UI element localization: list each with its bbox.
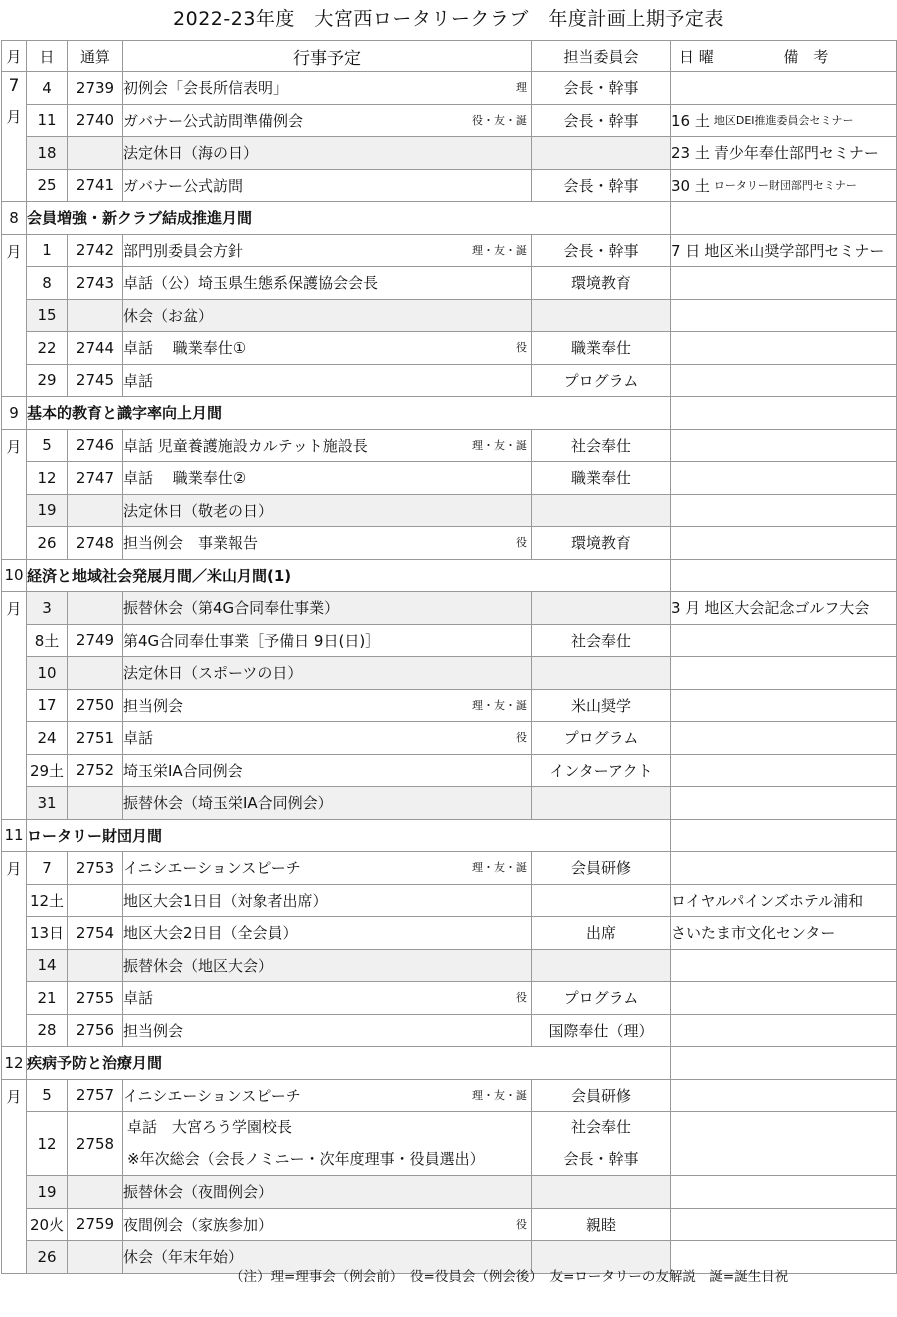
event-text: 第4G合同奉仕事業［予備日 9日(日)］: [123, 631, 381, 650]
count-cell: 2758: [68, 1112, 123, 1176]
schedule-row: [2, 657, 897, 690]
committee-cell: インターアクト: [532, 754, 671, 787]
event-text: 振替休会（夜間例会）: [123, 1183, 274, 1202]
count-cell: 2743: [68, 267, 123, 300]
committee-cell: 職業奉仕: [532, 462, 671, 495]
day-cell: 8: [27, 267, 68, 300]
month-theme: 経済と地域社会発展月間／米山月間(1): [27, 559, 671, 592]
month-theme-row: [2, 1047, 897, 1080]
note-cell: [671, 1079, 897, 1112]
schedule-row: [2, 852, 897, 885]
schedule-row: [2, 949, 897, 982]
schedule-row: [2, 299, 897, 332]
event-tag: 理: [516, 81, 527, 95]
note-text: ロータリー財団部門セミナー: [713, 178, 857, 192]
note-cell: [671, 949, 897, 982]
committee-cell: 会長・幹事: [532, 234, 671, 267]
committee-cell: 環境教育: [532, 527, 671, 560]
count-cell: 2754: [68, 917, 123, 950]
month-number: 10: [2, 559, 27, 592]
count-cell: 2741: [68, 169, 123, 202]
day-cell: 5: [27, 429, 68, 462]
day-cell: 18: [27, 137, 68, 170]
event-text: 担当例会: [123, 696, 184, 715]
event-text: 卓話 大宮ろう学園校長: [127, 1118, 293, 1136]
note-cell: [671, 754, 897, 787]
event-cell: [123, 1208, 532, 1241]
month-theme-row: [2, 397, 897, 430]
day-cell: 10: [27, 657, 68, 690]
event-cell: [123, 917, 532, 950]
day-cell: 8土: [27, 624, 68, 657]
event-cell: [123, 364, 532, 397]
event-cell: [123, 982, 532, 1015]
month-theme-row: [2, 559, 897, 592]
day-cell: 12土: [27, 884, 68, 917]
note-cell: [671, 657, 897, 690]
count-cell: [68, 657, 123, 690]
schedule-row: [2, 754, 897, 787]
event-cell: [123, 787, 532, 820]
month-suffix: 月: [2, 1079, 27, 1273]
committee-text: 社会奉仕: [570, 1118, 631, 1136]
event-tag: 役: [516, 731, 527, 745]
note-text: 地区米山奨学部門セミナー: [704, 241, 885, 260]
note-cell: [671, 1208, 897, 1241]
note-cell: [671, 624, 897, 657]
schedule-row: [2, 624, 897, 657]
event-text: 振替休会（埼玉栄IA合同例会）: [123, 794, 333, 813]
committee-cell: 親睦: [532, 1208, 671, 1241]
event-cell: [123, 137, 532, 170]
event-cell: [123, 852, 532, 885]
day-cell: 19: [27, 494, 68, 527]
event-cell: [123, 592, 532, 625]
event-cell: [123, 299, 532, 332]
note-text: さいたま市文化センター: [671, 924, 836, 943]
day-cell: 29土: [27, 754, 68, 787]
day-cell: 29: [27, 364, 68, 397]
day-cell: 24: [27, 722, 68, 755]
month-suffix: 月: [2, 234, 27, 397]
day-cell: 25: [27, 169, 68, 202]
count-cell: 2750: [68, 689, 123, 722]
count-cell: 2740: [68, 104, 123, 137]
event-text: 卓話 職業奉仕①: [123, 339, 247, 358]
note-cell: [671, 202, 897, 235]
note-cell: [671, 1014, 897, 1047]
event-text: 卓話（公）埼玉県生態系保護協会会長: [123, 274, 379, 293]
count-cell: 2755: [68, 982, 123, 1015]
note-cell: [671, 267, 897, 300]
committee-cell: [532, 949, 671, 982]
header-day: 日: [27, 41, 68, 72]
note-cell: [671, 462, 897, 495]
header-committee: 担当委員会: [532, 41, 671, 72]
note-cell: [671, 527, 897, 560]
event-text: 休会（お盆）: [123, 306, 214, 325]
note-cell: [671, 494, 897, 527]
month-number: 7: [8, 76, 20, 96]
committee-cell: 会員研修: [532, 1079, 671, 1112]
note-cell: [671, 917, 897, 950]
header-month: 月: [2, 41, 27, 72]
committee-cell: [532, 657, 671, 690]
committee-cell: 社会奉仕: [532, 429, 671, 462]
schedule-row: [2, 72, 897, 105]
event-text: 卓話: [123, 371, 154, 390]
note-cell: [671, 397, 897, 430]
event-cell: [123, 689, 532, 722]
event-text: 初例会「会長所信表明」: [123, 79, 289, 98]
event-cell: [123, 527, 532, 560]
schedule-row: [2, 884, 897, 917]
event-cell: [123, 624, 532, 657]
event-text: 卓話 児童養護施設カルテット施設長: [123, 436, 368, 455]
committee-cell: [532, 299, 671, 332]
event-tag: 理・友・誕: [472, 438, 527, 452]
header-remarks-label: 備 考: [783, 47, 829, 66]
month-theme-row: [2, 202, 897, 235]
schedule-row: [2, 1014, 897, 1047]
month-theme: 会員増強・新クラブ結成推進月間: [27, 202, 671, 235]
event-text: ガバナー公式訪問: [123, 176, 244, 195]
count-cell: [68, 949, 123, 982]
month-suffix: 月: [2, 592, 27, 820]
count-cell: 2739: [68, 72, 123, 105]
event-tag: 役: [516, 341, 527, 355]
count-cell: 2742: [68, 234, 123, 267]
schedule-row: [2, 1176, 897, 1209]
committee-cell: 会長・幹事: [532, 72, 671, 105]
event-text: 振替休会（地区大会）: [123, 956, 274, 975]
month-theme: ロータリー財団月間: [27, 819, 671, 852]
event-text: 部門別委員会方針: [123, 241, 244, 260]
schedule-row: [2, 267, 897, 300]
count-cell: [68, 592, 123, 625]
event-cell: [123, 722, 532, 755]
event-text: 地区大会1日目（対象者出席）: [123, 891, 328, 910]
committee-cell: プログラム: [532, 982, 671, 1015]
committee-cell: [532, 1112, 671, 1176]
note-date: 3 月: [671, 599, 701, 618]
committee-cell: 会長・幹事: [532, 169, 671, 202]
committee-cell: 社会奉仕: [532, 624, 671, 657]
event-tag: 理・友・誕: [472, 698, 527, 712]
event-tag: 理・友・誕: [472, 1088, 527, 1102]
schedule-row: [2, 104, 897, 137]
day-cell: 19: [27, 1176, 68, 1209]
note-cell: [671, 332, 897, 365]
event-cell: [123, 1176, 532, 1209]
event-text: 担当例会: [123, 1021, 184, 1040]
note-date: 30 土: [671, 176, 710, 195]
event-text: 地区大会2日目（全会員）: [123, 924, 298, 943]
count-cell: 2756: [68, 1014, 123, 1047]
day-cell: 14: [27, 949, 68, 982]
event-text: イニシエーションスピーチ: [123, 859, 301, 878]
month-suffix: 月: [6, 108, 22, 126]
schedule-row: [2, 234, 897, 267]
committee-cell: 会長・幹事: [532, 104, 671, 137]
note-cell: [671, 234, 897, 267]
committee-cell: 職業奉仕: [532, 332, 671, 365]
count-cell: 2752: [68, 754, 123, 787]
schedule-row: [2, 1208, 897, 1241]
month-theme-row: [2, 819, 897, 852]
event-cell: [123, 949, 532, 982]
event-cell: [123, 462, 532, 495]
schedule-row: [2, 364, 897, 397]
count-cell: 2745: [68, 364, 123, 397]
schedule-row: [2, 722, 897, 755]
count-cell: [68, 1176, 123, 1209]
day-cell: 20火: [27, 1208, 68, 1241]
committee-cell: 会員研修: [532, 852, 671, 885]
schedule-row: [2, 137, 897, 170]
day-cell: 3: [27, 592, 68, 625]
count-cell: 2748: [68, 527, 123, 560]
legend-note: （注）理=理事会（例会前） 役=役員会（例会後） 友=ロータリーの友解説 誕=誕生日祝: [230, 1269, 789, 1285]
count-cell: 2747: [68, 462, 123, 495]
note-cell: [671, 429, 897, 462]
note-cell: [671, 884, 897, 917]
month-number: 12: [2, 1047, 27, 1080]
event-cell: [123, 169, 532, 202]
note-date: 16 土: [671, 111, 710, 130]
note-text: ロイヤルパインズホテル浦和: [671, 891, 864, 910]
count-cell: 2757: [68, 1079, 123, 1112]
event-cell: [123, 267, 532, 300]
event-tag: 役: [516, 991, 527, 1005]
note-date: 23 土: [671, 144, 710, 163]
event-text: 休会（年末年始）: [123, 1248, 244, 1267]
day-cell: 22: [27, 332, 68, 365]
committee-cell: [532, 1176, 671, 1209]
day-cell: 5: [27, 1079, 68, 1112]
schedule-row: [2, 169, 897, 202]
note-cell: [671, 1176, 897, 1209]
committee-cell: プログラム: [532, 722, 671, 755]
event-cell: [123, 884, 532, 917]
note-cell: [671, 299, 897, 332]
day-cell: 15: [27, 299, 68, 332]
event-text: 夜間例会（家族参加）: [123, 1215, 274, 1234]
count-cell: 2744: [68, 332, 123, 365]
note-cell: [671, 689, 897, 722]
header-count: 通算: [68, 41, 123, 72]
event-cell: [123, 332, 532, 365]
count-cell: [68, 787, 123, 820]
note-text: 地区DEI推進委員会セミナー: [713, 113, 854, 127]
month-suffix: 月: [2, 429, 27, 559]
schedule-table: [1, 40, 897, 1274]
note-cell: [671, 592, 897, 625]
committee-text-2: 会長・幹事: [563, 1149, 639, 1168]
committee-cell: [532, 494, 671, 527]
event-cell: [123, 429, 532, 462]
count-cell: 2746: [68, 429, 123, 462]
note-date: 7 日: [671, 241, 701, 260]
committee-cell: 環境教育: [532, 267, 671, 300]
event-tag: 理・友・誕: [472, 243, 527, 257]
note-cell: [671, 72, 897, 105]
event-text: ガバナー公式訪問準備例会: [123, 111, 304, 130]
event-cell: [123, 1112, 532, 1176]
day-cell: 4: [27, 72, 68, 105]
committee-cell: [532, 884, 671, 917]
event-text: イニシエーションスピーチ: [123, 1086, 301, 1105]
header-weekday: 日 曜: [679, 47, 714, 66]
day-cell: 21: [27, 982, 68, 1015]
month-theme: 基本的教育と識字率向上月間: [27, 397, 671, 430]
schedule-row: [2, 462, 897, 495]
event-text: 振替休会（第4G合同奉仕事業）: [123, 599, 340, 618]
day-cell: 28: [27, 1014, 68, 1047]
committee-cell: [532, 137, 671, 170]
schedule-row: [2, 1112, 897, 1176]
event-cell: [123, 104, 532, 137]
note-cell: [671, 787, 897, 820]
schedule-row: [2, 592, 897, 625]
note-cell: [671, 559, 897, 592]
event-text: 埼玉栄IA合同例会: [123, 761, 243, 780]
event-text: 卓話: [123, 989, 154, 1008]
count-cell: 2753: [68, 852, 123, 885]
event-text: 法定休日（スポーツの日）: [123, 664, 303, 683]
event-cell: [123, 754, 532, 787]
event-text: 卓話 職業奉仕②: [123, 469, 247, 488]
event-cell: [123, 494, 532, 527]
event-text: 法定休日（敬老の日）: [123, 501, 274, 520]
note-text: 地区大会記念ゴルフ大会: [704, 599, 870, 618]
month-suffix: 月: [2, 852, 27, 1047]
committee-cell: [532, 592, 671, 625]
note-cell: [671, 1047, 897, 1080]
day-cell: 7: [27, 852, 68, 885]
schedule-row: [2, 787, 897, 820]
committee-cell: 出席: [532, 917, 671, 950]
note-cell: [671, 169, 897, 202]
event-cell: [123, 1014, 532, 1047]
day-cell: 12: [27, 1112, 68, 1176]
event-text: 卓話: [123, 729, 154, 748]
committee-cell: プログラム: [532, 364, 671, 397]
day-cell: 26: [27, 527, 68, 560]
note-cell: [671, 722, 897, 755]
day-cell: 13日: [27, 917, 68, 950]
event-text: 法定休日（海の日）: [123, 144, 259, 163]
event-text-2: ※年次総会（会長ノミニー・次年度理事・役員選出）: [127, 1149, 485, 1168]
day-cell: 31: [27, 787, 68, 820]
header-event: 行事予定: [123, 41, 532, 72]
event-cell: [123, 1079, 532, 1112]
schedule-row: [2, 429, 897, 462]
month-cell: [2, 72, 27, 202]
schedule-row: [2, 982, 897, 1015]
committee-cell: 米山奨学: [532, 689, 671, 722]
count-cell: [68, 1241, 123, 1274]
count-cell: [68, 884, 123, 917]
event-tag: 役・友・誕: [472, 113, 527, 127]
schedule-row: [2, 332, 897, 365]
event-text: 担当例会 事業報告: [123, 534, 259, 553]
header-remarks: [671, 41, 897, 72]
month-number: 9: [2, 397, 27, 430]
month-number: 8: [2, 202, 27, 235]
count-cell: [68, 494, 123, 527]
note-cell: [671, 1112, 897, 1176]
day-cell: 1: [27, 234, 68, 267]
count-cell: 2751: [68, 722, 123, 755]
note-cell: [671, 852, 897, 885]
event-tag: 役: [516, 536, 527, 550]
day-cell: 12: [27, 462, 68, 495]
schedule-row: [2, 689, 897, 722]
count-cell: 2749: [68, 624, 123, 657]
note-cell: [671, 104, 897, 137]
count-cell: [68, 299, 123, 332]
note-cell: [671, 364, 897, 397]
committee-cell: 国際奉仕（理）: [532, 1014, 671, 1047]
month-number: 11: [2, 819, 27, 852]
header-row: [2, 41, 897, 72]
event-cell: [123, 234, 532, 267]
committee-cell: [532, 787, 671, 820]
count-cell: [68, 137, 123, 170]
note-cell: [671, 819, 897, 852]
day-cell: 11: [27, 104, 68, 137]
day-cell: 17: [27, 689, 68, 722]
note-text: 青少年奉仕部門セミナー: [713, 144, 879, 163]
page-title: 2022-23年度 大宮西ロータリークラブ 年度計画上期予定表: [173, 8, 724, 30]
count-cell: 2759: [68, 1208, 123, 1241]
schedule-row: [2, 1079, 897, 1112]
day-cell: 26: [27, 1241, 68, 1274]
event-tag: 役: [516, 1217, 527, 1231]
event-cell: [123, 657, 532, 690]
event-tag: 理・友・誕: [472, 861, 527, 875]
schedule-row: [2, 494, 897, 527]
event-cell: [123, 72, 532, 105]
month-theme: 疾病予防と治療月間: [27, 1047, 671, 1080]
schedule-row: [2, 917, 897, 950]
note-cell: [671, 982, 897, 1015]
note-cell: [671, 137, 897, 170]
schedule-row: [2, 527, 897, 560]
